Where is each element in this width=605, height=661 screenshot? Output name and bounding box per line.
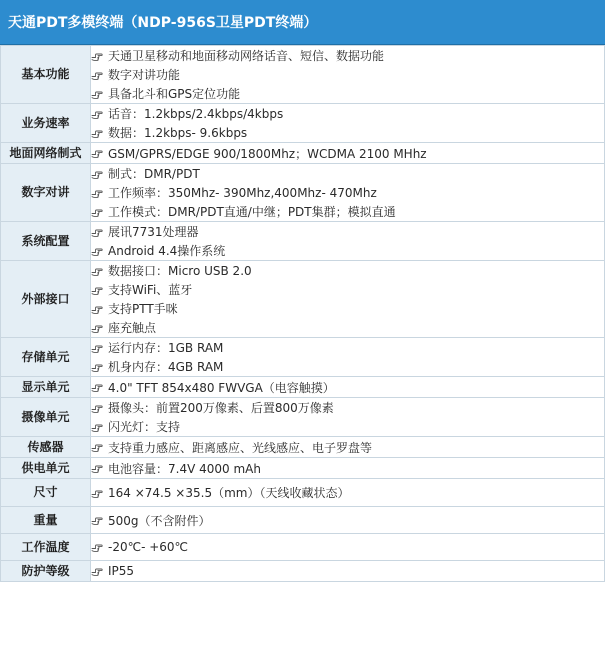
row-label: 传感器 xyxy=(1,437,91,458)
spec-text: 展讯7731处理器 xyxy=(108,225,199,239)
hand-pointer-icon xyxy=(91,206,103,218)
row-value xyxy=(91,377,605,398)
hand-pointer-icon xyxy=(91,381,103,393)
hand-pointer-icon xyxy=(91,88,103,100)
spec-text: -20℃- +60℃ xyxy=(108,540,189,554)
spec-text: 话音：1.2kbps/2.4kbps/4kbps xyxy=(108,107,284,121)
hand-pointer-icon xyxy=(91,127,103,139)
list-item xyxy=(91,398,604,417)
spec-text: IP55 xyxy=(108,564,135,578)
spec-text: 支持PTT手咪 xyxy=(108,302,178,316)
row-label: 重量 xyxy=(1,507,91,534)
spec-text: 工作模式：DMR/PDT直通/中继；PDT集群；模拟直通 xyxy=(108,205,396,219)
row-label: 地面网络制式 xyxy=(1,143,91,164)
spec-text: 工作频率：350Mhz- 390Mhz,400Mhz- 470Mhz xyxy=(108,186,377,200)
spec-text: 电池容量：7.4V 4000 mAh xyxy=(108,461,261,476)
table-row xyxy=(1,164,605,222)
table-row xyxy=(1,46,605,104)
row-value xyxy=(91,561,605,582)
spec-text: 500g（不含附件） xyxy=(108,513,211,528)
table-row xyxy=(1,104,605,143)
table-row xyxy=(1,398,605,437)
list-item xyxy=(91,65,604,84)
hand-pointer-icon xyxy=(91,108,103,120)
hand-pointer-icon xyxy=(91,462,103,474)
table-row xyxy=(1,507,605,534)
list-item xyxy=(91,562,604,581)
hand-pointer-icon xyxy=(91,168,103,180)
spec-text: 支持WiFi、蓝牙 xyxy=(108,283,193,297)
list-item xyxy=(91,280,604,299)
table-row xyxy=(1,143,605,164)
row-label: 尺寸 xyxy=(1,479,91,507)
list-item xyxy=(91,459,604,478)
list-item xyxy=(91,261,604,280)
hand-pointer-icon xyxy=(91,541,103,553)
spec-text: 摄像头：前置200万像素、后置800万像素 xyxy=(108,401,334,415)
table-row xyxy=(1,437,605,458)
table-row xyxy=(1,479,605,507)
hand-pointer-icon xyxy=(91,402,103,414)
row-value xyxy=(91,437,605,458)
table-row xyxy=(1,338,605,377)
spec-text: 数据：1.2kbps- 9.6kbps xyxy=(108,126,248,140)
spec-text: 4.0" TFT 854x480 FWVGA（电容触摸） xyxy=(108,380,335,395)
list-item xyxy=(91,538,604,557)
row-value xyxy=(91,104,605,143)
table-row xyxy=(1,261,605,338)
table-row xyxy=(1,377,605,398)
list-item xyxy=(91,511,604,530)
list-item xyxy=(91,183,604,202)
hand-pointer-icon xyxy=(91,245,103,257)
list-item xyxy=(91,438,604,457)
list-item xyxy=(91,241,604,260)
hand-pointer-icon xyxy=(91,303,103,315)
row-value xyxy=(91,507,605,534)
row-value xyxy=(91,222,605,261)
spec-text: 天通卫星移动和地面移动网络话音、短信、数据功能 xyxy=(108,49,385,63)
hand-pointer-icon xyxy=(91,226,103,238)
list-item xyxy=(91,202,604,221)
hand-pointer-icon xyxy=(91,487,103,499)
row-label: 存储单元 xyxy=(1,338,91,377)
hand-pointer-icon xyxy=(91,342,103,354)
spec-text: 机身内存：4GB RAM xyxy=(108,360,224,374)
list-item xyxy=(91,144,604,163)
list-item xyxy=(91,123,604,142)
list-item xyxy=(91,222,604,241)
list-item xyxy=(91,46,604,65)
row-label: 防护等级 xyxy=(1,561,91,582)
row-value xyxy=(91,261,605,338)
row-value xyxy=(91,534,605,561)
row-value xyxy=(91,398,605,437)
spec-text: 164 ×74.5 ×35.5（mm）（天线收藏状态） xyxy=(108,486,350,500)
spec-text: 制式：DMR/PDT xyxy=(108,167,200,181)
list-item xyxy=(91,378,604,397)
hand-pointer-icon xyxy=(91,361,103,373)
hand-pointer-icon xyxy=(91,322,103,334)
list-item xyxy=(91,164,604,183)
hand-pointer-icon xyxy=(91,265,103,277)
spec-text: 具备北斗和GPS定位功能 xyxy=(108,87,241,101)
hand-pointer-icon xyxy=(91,69,103,81)
spec-table xyxy=(0,45,605,582)
row-value xyxy=(91,46,605,104)
hand-pointer-icon xyxy=(91,187,103,199)
hand-pointer-icon xyxy=(91,50,103,62)
list-item xyxy=(91,338,604,357)
list-item xyxy=(91,417,604,436)
table-row xyxy=(1,561,605,582)
row-label: 显示单元 xyxy=(1,377,91,398)
row-label: 数字对讲 xyxy=(1,164,91,222)
page-title: 天通PDT多模终端（NDP-956S卫星PDT终端） xyxy=(0,0,605,45)
row-value xyxy=(91,458,605,479)
row-value xyxy=(91,338,605,377)
table-row xyxy=(1,458,605,479)
row-label: 供电单元 xyxy=(1,458,91,479)
table-row xyxy=(1,534,605,561)
spec-text: Android 4.4操作系统 xyxy=(108,244,226,258)
hand-pointer-icon xyxy=(91,421,103,433)
list-item xyxy=(91,84,604,103)
list-item xyxy=(91,299,604,318)
hand-pointer-icon xyxy=(91,147,103,159)
spec-text: 运行内存：1GB RAM xyxy=(108,341,224,355)
hand-pointer-icon xyxy=(91,441,103,453)
spec-text: 闪光灯：支持 xyxy=(108,420,181,434)
list-item xyxy=(91,483,604,502)
list-item xyxy=(91,357,604,376)
row-label: 基本功能 xyxy=(1,46,91,104)
hand-pointer-icon xyxy=(91,565,103,577)
spec-text: 数字对讲功能 xyxy=(108,68,181,82)
row-value xyxy=(91,143,605,164)
table-row xyxy=(1,222,605,261)
list-item xyxy=(91,104,604,123)
spec-text: GSM/GPRS/EDGE 900/1800Mhz；WCDMA 2100 MHhz xyxy=(108,146,427,161)
row-label: 业务速率 xyxy=(1,104,91,143)
hand-pointer-icon xyxy=(91,514,103,526)
row-label: 系统配置 xyxy=(1,222,91,261)
row-value xyxy=(91,164,605,222)
spec-text: 支持重力感应、距离感应、光线感应、电子罗盘等 xyxy=(108,440,373,455)
row-label: 外部接口 xyxy=(1,261,91,338)
row-value xyxy=(91,479,605,507)
list-item xyxy=(91,318,604,337)
row-label: 摄像单元 xyxy=(1,398,91,437)
spec-text: 数据接口：Micro USB 2.0 xyxy=(108,264,252,278)
spec-text: 座充触点 xyxy=(108,321,157,335)
row-label: 工作温度 xyxy=(1,534,91,561)
hand-pointer-icon xyxy=(91,284,103,296)
